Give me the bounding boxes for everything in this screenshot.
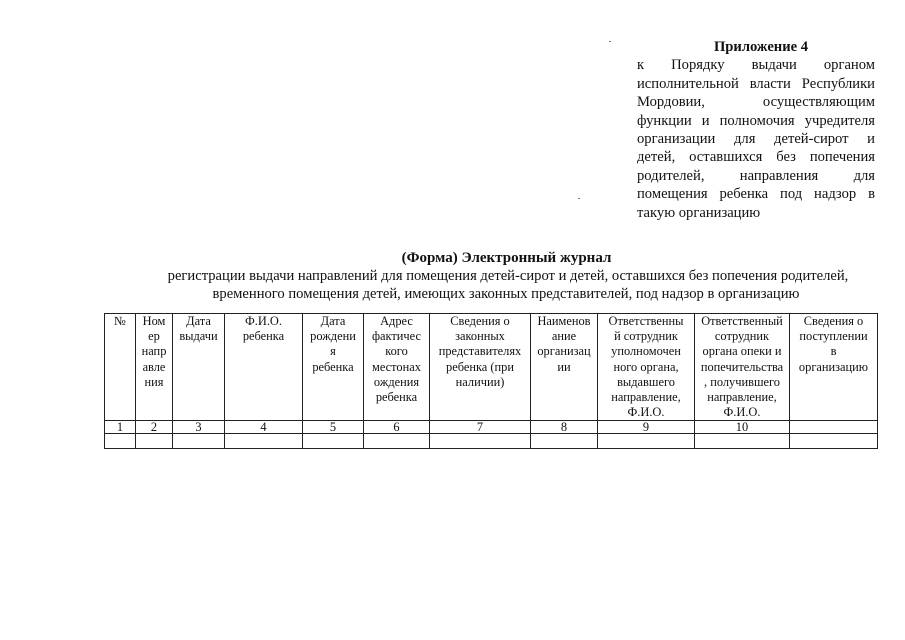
column-header xyxy=(105,314,136,421)
table-row xyxy=(105,434,878,449)
column-number: 1 xyxy=(105,421,136,434)
column-header-line: Сведения о xyxy=(450,314,510,328)
column-header-line: ребенка (при xyxy=(446,359,514,374)
column-header-line: й сотрудник xyxy=(614,329,678,344)
appendix-line: функции и полномочия учредителя xyxy=(637,112,875,129)
column-header-line: Ответственный xyxy=(701,314,783,328)
column-number: 4 xyxy=(225,421,303,434)
column-header-line: Ответственны xyxy=(608,314,684,328)
column-header-line: кого xyxy=(385,344,408,359)
appendix-line: организации для детей-сирот и xyxy=(637,131,875,148)
form-title: (Форма) Электронный журнал xyxy=(401,250,612,266)
table-cell[interactable] xyxy=(105,434,136,449)
column-header-line: Ном xyxy=(142,314,166,328)
table-cell[interactable] xyxy=(364,434,430,449)
column-header-line: Ф.И.О. xyxy=(723,405,761,420)
column-header-line: Адрес xyxy=(380,314,413,328)
appendix-line: родителей, направления для xyxy=(637,167,875,184)
column-header-line: Дата xyxy=(186,314,211,328)
column-number: 10 xyxy=(695,421,790,434)
column-header-line: ния xyxy=(144,374,164,389)
column-header-line: попечительства xyxy=(700,359,784,374)
column-header-line: ребенка xyxy=(242,329,285,344)
appendix-line: детей, оставшихся без попечения xyxy=(637,149,875,166)
column-header xyxy=(430,314,531,421)
table-cell[interactable] xyxy=(430,434,531,449)
column-header-line: ного органа, xyxy=(613,359,679,374)
column-header-line: организацию xyxy=(798,359,869,374)
column-header-line: ождения xyxy=(373,374,420,389)
table-cell[interactable] xyxy=(225,434,303,449)
column-header-line: органа опеки и xyxy=(702,344,782,359)
column-header-line: я xyxy=(330,344,336,359)
column-header-line: авле xyxy=(142,359,166,374)
column-header-line: Дата xyxy=(320,314,346,328)
column-header-line: фактичес xyxy=(372,329,421,344)
column-header-line: направление, xyxy=(611,390,681,405)
column-header-line: Сведения о xyxy=(803,314,864,328)
table-cell[interactable] xyxy=(531,434,598,449)
column-header-line: местонах xyxy=(372,359,421,374)
appendix-line: такую организацию xyxy=(637,204,761,221)
column-header xyxy=(364,314,430,421)
appendix-line: исполнительной власти Республики xyxy=(637,75,875,92)
appendix-title: Приложение 4 xyxy=(713,39,809,55)
journal-table xyxy=(104,313,878,449)
column-header xyxy=(598,314,695,421)
table-cell[interactable] xyxy=(790,434,878,449)
appendix-line: Мордовии, осуществляющим xyxy=(637,94,875,111)
column-header-line: ание xyxy=(551,329,577,344)
column-header xyxy=(303,314,364,421)
column-number xyxy=(790,421,878,434)
column-header xyxy=(790,314,878,421)
column-header-line: рождени xyxy=(310,329,356,344)
column-number: 5 xyxy=(303,421,364,434)
column-header-line: Наименов xyxy=(537,314,591,328)
column-header-line: , получившего xyxy=(704,374,780,389)
column-number: 3 xyxy=(173,421,225,434)
table-cell[interactable] xyxy=(695,434,790,449)
column-header-line: выдавшего xyxy=(617,374,675,389)
table-cell[interactable] xyxy=(598,434,695,449)
column-header-line: ребенка xyxy=(312,359,354,374)
column-header-line: выдачи xyxy=(179,329,218,344)
column-number: 9 xyxy=(598,421,695,434)
column-header-line: напр xyxy=(141,344,167,359)
column-header-line: законных xyxy=(455,329,505,344)
form-subtitle-line2: временного помещения детей, имеющих законных представителей, под надзор в организацию xyxy=(212,286,800,302)
column-number: 8 xyxy=(531,421,598,434)
column-header-line: ребенка xyxy=(375,390,418,405)
column-header-line: № xyxy=(114,314,126,328)
column-header xyxy=(173,314,225,421)
appendix-line: помещения ребенка под надзор в xyxy=(637,186,875,203)
appendix-block xyxy=(637,38,875,222)
column-header-line: ер xyxy=(148,329,160,344)
column-header-line: организац xyxy=(537,344,591,359)
column-header-line: Ф.И.О. xyxy=(245,314,282,328)
column-header xyxy=(136,314,173,421)
column-number: 2 xyxy=(136,421,173,434)
column-header-line: в xyxy=(830,344,837,359)
column-header-line: поступлении xyxy=(799,329,868,344)
column-header xyxy=(531,314,598,421)
column-header-line: ии xyxy=(557,359,571,374)
column-header-line: направление, xyxy=(707,390,777,405)
column-header-line: уполномочен xyxy=(611,344,681,359)
table-number-row xyxy=(105,421,878,434)
column-number: 6 xyxy=(364,421,430,434)
column-number: 7 xyxy=(430,421,531,434)
scan-speck xyxy=(578,198,580,199)
table-cell[interactable] xyxy=(136,434,173,449)
scan-speck xyxy=(609,41,611,42)
appendix-line: к Порядку выдачи органом xyxy=(637,57,875,74)
column-header xyxy=(225,314,303,421)
table-cell[interactable] xyxy=(303,434,364,449)
table-cell[interactable] xyxy=(173,434,225,449)
column-header-line: Ф.И.О. xyxy=(627,405,665,420)
column-header-line: наличии) xyxy=(455,374,505,389)
column-header-line: сотрудник xyxy=(714,329,770,344)
column-header xyxy=(695,314,790,421)
column-header-line: представителях xyxy=(438,344,522,359)
form-subtitle-line1: регистрации выдачи направлений для помещения детей-сирот и детей, оставшихся без попечения родителей, xyxy=(167,268,849,284)
table-header-row xyxy=(105,314,878,421)
